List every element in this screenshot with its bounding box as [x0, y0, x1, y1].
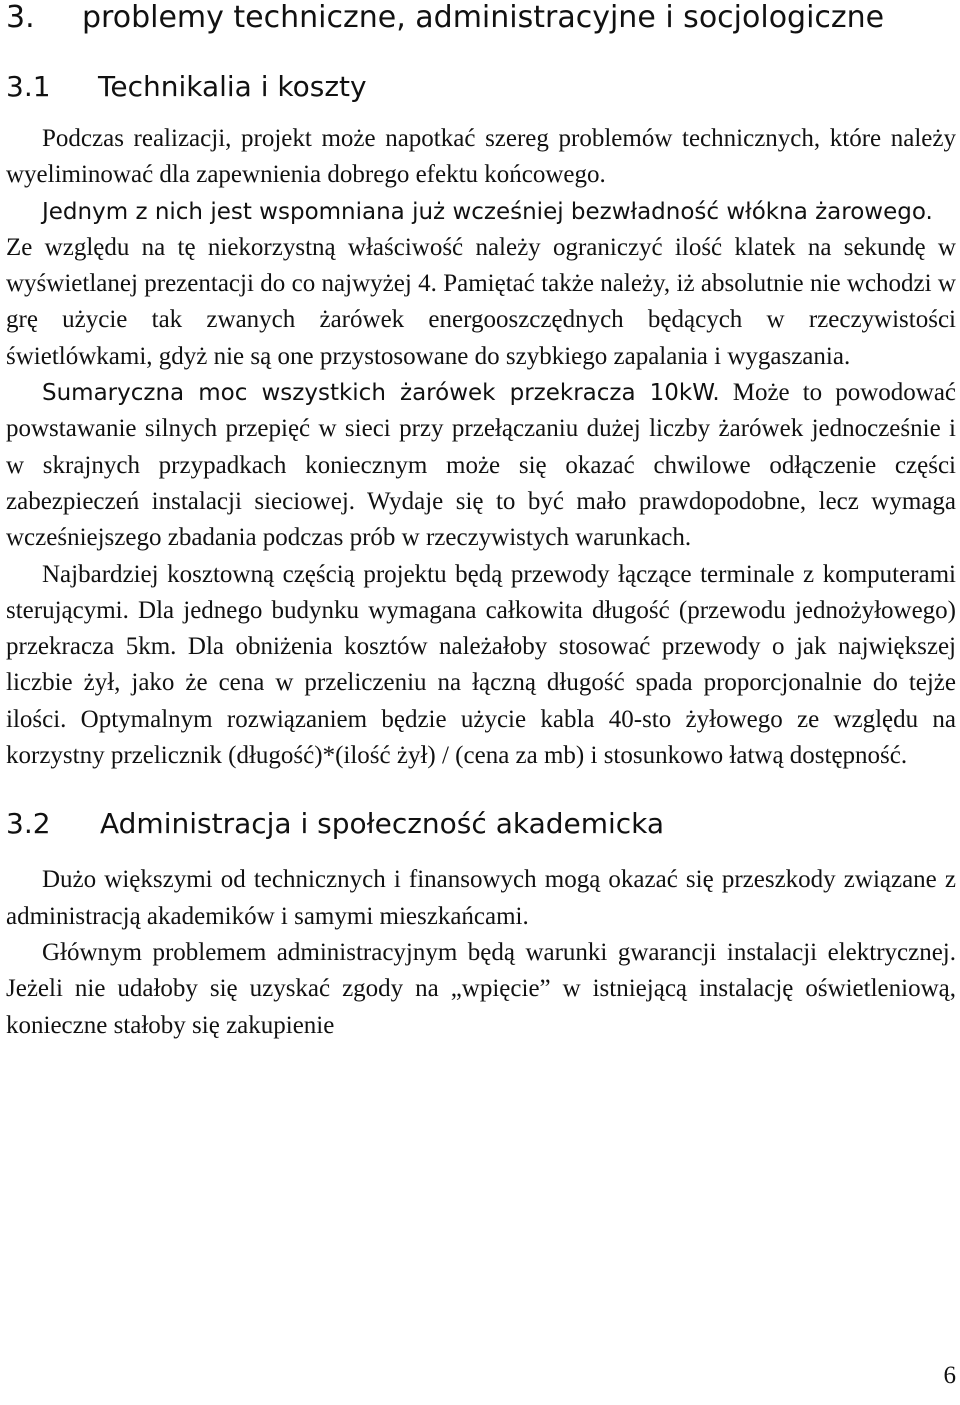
paragraph: Dużo większymi od technicznych i finansowych mogą okazać się przeszkody związane z administracją akademików i samymi mieszkańcami. — [6, 866, 956, 930]
section-title: Administracja i społeczność akademicka — [100, 807, 665, 841]
paragraph: Jednym z nich jest wspomniana już wcześniej bezwładność włókna żarowego. — [42, 198, 933, 225]
paragraph — [6, 230, 956, 375]
paragraph: Podczas realizacji, projekt może napotkać szereg problemów technicznych, które należy wyeliminować dla zapewnienia dobrego efektu końcowego. — [6, 125, 956, 189]
section-title: Technikalia i koszty — [98, 70, 367, 103]
document-page — [6, 0, 956, 1044]
paragraph — [6, 375, 956, 556]
page-number: 6 — [943, 1362, 956, 1389]
section-heading-3-2 — [6, 804, 956, 844]
chapter-title: problemy techniczne, administracyjne i socjologiczne — [82, 0, 885, 35]
paragraph: Głównym problemem administracyjnym będą warunki gwarancji instalacji elektrycznej. Jeżeli nie udałoby się uzyskać zgody na „wpięcie” w istniejącą instalację oświetleniową, konieczne stałoby się zakupienie — [6, 938, 956, 1039]
paragraph: Najbardziej kosztowną częścią projektu będą przewody łączące terminale z komputerami sterującymi. Dla jednego budynku wymagana całkowita długość (przewodu jednożyłowego) przekracza 5km. Dla obniżenia kosztów należałoby stosować przewody o jak największej liczbie żył, jako że cena w przeliczeniu na łączną długość spada proporcjonalnie do tejże ilości. Optymalnym rozwiązaniem będzie użycie kabla 40-sto żyłowego ze względu na korzystny przelicznik (długość)*(ilość żył) / (cena za mb) i stosunkowo łatwą dostępność. — [6, 560, 956, 770]
sentence: Ze względu na tę niekorzystną właściwość należy ograniczyć ilość klatek na sekundę w wyświetlanej prezentacji do co najwyżej 4. Pamiętać także należy, iż absolutnie nie wchodzi w grę użycie tak zwanych żarówek energooszczędnych będących w rzeczywistości świetlówkami, gdyż nie są one przystosowane do szybkiego zapalania i wygaszania. — [6, 233, 956, 370]
sentence-sans: Sumaryczna moc wszystkich żarówek przekracza 10kW. — [42, 380, 720, 407]
section-number: 3.2 — [6, 807, 51, 841]
section-number: 3.1 — [6, 70, 51, 103]
chapter-number: 3. — [6, 0, 35, 35]
section-heading-3-1 — [6, 67, 956, 107]
chapter-heading — [6, 0, 956, 39]
sentence: Może to powodować powstawanie silnych przepięć w sieci przy przełączaniu dużej liczby żarówek jednocześnie i w skrajnych przypadkach koniecznym może się okazać chwilowe odłączenie części zabezpieczeń instalacji sieciowej. Wydaje się to być mało prawdopodobne, lecz wymaga wcześniejszego zbadania podczas prób w rzeczywistych warunkach. — [6, 379, 957, 552]
